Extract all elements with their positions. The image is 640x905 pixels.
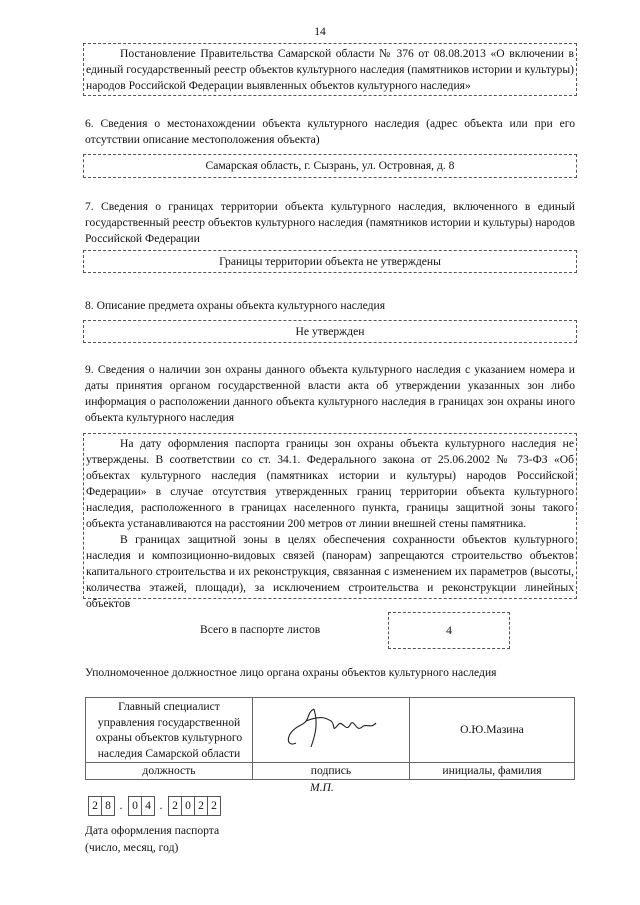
date-digit: 0	[181, 796, 195, 816]
section7-value: Границы территории объекта не утверждены	[83, 250, 577, 273]
date-hint: (число, месяц, год)	[85, 841, 179, 854]
official-heading: Уполномоченное должностное лицо органа охраны объектов культурного наследия	[85, 666, 497, 679]
date-boxes	[88, 796, 220, 816]
official-name: О.Ю.Мазина	[410, 698, 575, 763]
official-position: Главный специалист управления государственной охраны объектов культурного наследия Самарской области	[86, 698, 253, 763]
date-digit: 2	[207, 796, 221, 816]
section9-box	[83, 433, 577, 610]
section6-value: Самарская область, г. Сызрань, ул. Островная, д. 8	[83, 154, 577, 178]
page-number: 14	[314, 25, 326, 38]
date-digit: 0	[128, 796, 142, 816]
date-label: Дата оформления паспорта	[85, 824, 220, 837]
signature	[253, 698, 410, 763]
resolution-box: Постановление Правительства Самарской области № 376 от 08.08.2013 «О включении в единый государственный реестр объектов культурного наследия (памятников истории и культуры) народов Российской Федерации выявленных объектов культурного наследия»	[83, 43, 577, 96]
section6-heading: 6. Сведения о местонахождении объекта культурного наследия (адрес объекта или при его отсутствии описание местоположения объекта)	[85, 117, 575, 146]
date-separator: .	[119, 799, 123, 812]
date-digit: 4	[141, 796, 155, 816]
col-position-label: должность	[86, 763, 253, 780]
section9-heading: 9. Сведения о наличии зон охраны данного объекта культурного наследия с указанием номера и даты принятия органом государственной власти акта об утверждении указанных зон либо информация о расположении данного объекта культурного наследия в границах зон охраны иного объекта культурного наследия	[85, 363, 575, 424]
section8-value: Не утвержден	[83, 320, 577, 343]
date-digit: 2	[194, 796, 208, 816]
section9-paragraph1: На дату оформления паспорта границы зон охраны объекта культурного наследия не утверждены. В соответствии со ст. 34.1. Федерального закона от 25.06.2002 № 73-ФЗ «Об объектах культурного наследия (памятниках истории и культуры) народов Российской Федерации» в случае отсутствия утвержденных границ территории объекта культурного наследия, расположенного в границах населенного пункта, границы защитной зоны такого объекта устанавливаются на расстоянии 200 метров от линии внешней стены памятника.	[86, 437, 574, 530]
date-digit: 2	[168, 796, 182, 816]
col-name-label: инициалы, фамилия	[410, 763, 575, 780]
signature-scribble	[276, 703, 386, 753]
section7-heading: 7. Сведения о границах территории объекта культурного наследия, включенного в единый государственный реестр объектов культурного наследия (памятников истории и культуры) народов Российской Федерации	[85, 200, 575, 245]
section9-paragraph2: В границах защитной зоны в целях обеспечения сохранности объектов культурного наследия и композиционно-видовых связей (панорам) запрещаются строительство объектов капитального строительства и их реконструкция, связанная с изменением их параметров (высоты, количества этажей, площади), за исключением строительства и реконструкции линейных объектов	[86, 533, 574, 610]
sheets-value: 4	[388, 612, 510, 649]
section8-heading: 8. Описание предмета охраны объекта культурного наследия	[85, 299, 386, 312]
date-digit: 2	[88, 796, 102, 816]
official-table	[85, 697, 575, 780]
sheets-label: Всего в паспорте листов	[200, 623, 321, 636]
stamp-label: М.П.	[310, 781, 334, 794]
date-digit: 8	[101, 796, 115, 816]
col-signature-label: подпись	[253, 763, 410, 780]
date-separator: .	[159, 799, 163, 812]
